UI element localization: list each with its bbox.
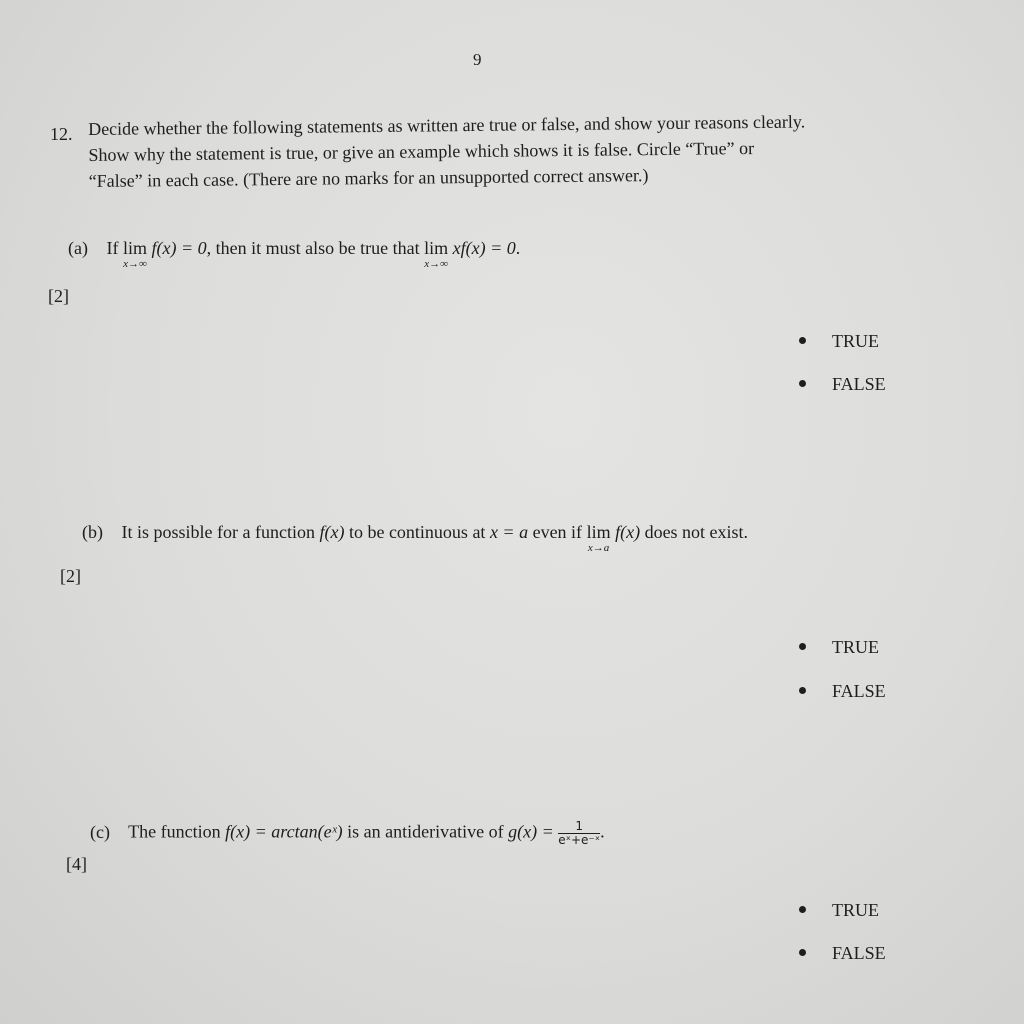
instruction-line: Show why the statement is true, or give an example which shows it is false. Circle “True” or	[88, 138, 755, 165]
math-expression: f(x)	[319, 522, 345, 542]
statement-text: , then it must also be true that	[206, 238, 420, 258]
part-a-marks: [2]	[48, 286, 69, 306]
math-expression: f(x) = arctan(eˣ)	[225, 821, 343, 842]
bullet-icon	[799, 643, 806, 650]
limit-operator: lim	[424, 238, 449, 258]
limit-operator: lim	[586, 522, 611, 542]
statement-end: .	[600, 821, 605, 842]
statement-text: to be continuous at	[348, 522, 486, 542]
option-label: TRUE	[832, 637, 879, 657]
statement-text: is an antiderivative of	[347, 821, 504, 842]
bullet-icon	[799, 906, 806, 913]
statement-text: It is possible for a function	[121, 522, 315, 542]
part-label: (c)	[90, 821, 110, 842]
math-expression: f(x)	[615, 522, 641, 542]
fraction	[558, 820, 600, 847]
math-expression: xf(x) = 0	[452, 238, 516, 258]
option-false[interactable]	[799, 374, 886, 395]
option-label: FALSE	[832, 681, 886, 701]
fraction-numerator: 1	[558, 820, 600, 834]
option-label: FALSE	[832, 374, 886, 394]
instruction-line: “False” in each case. (There are no marks for an unsupported correct answer.)	[88, 165, 649, 191]
part-label: (b)	[82, 522, 103, 542]
page-number: 9	[473, 50, 482, 69]
part-c-marks: [4]	[66, 854, 87, 874]
option-true[interactable]	[799, 637, 879, 658]
limit-expression	[586, 522, 611, 554]
part-b-marks: [2]	[60, 566, 81, 586]
statement-text: even if	[532, 522, 583, 542]
limit-subscript: x→a	[587, 542, 610, 554]
option-label: TRUE	[832, 900, 879, 920]
part-b-statement	[82, 522, 749, 554]
part-label: (a)	[68, 238, 88, 258]
limit-expression	[122, 238, 147, 270]
bullet-icon	[799, 949, 806, 956]
question-number: 12.	[50, 124, 73, 144]
bullet-icon	[799, 337, 806, 344]
math-expression: x = a	[489, 522, 529, 542]
bullet-icon	[799, 380, 806, 387]
statement-text: The function	[128, 821, 221, 842]
statement-end: .	[515, 238, 521, 258]
bullet-icon	[799, 687, 806, 694]
option-false[interactable]	[799, 943, 886, 964]
fraction-denominator: eˣ+e⁻ˣ	[558, 833, 601, 847]
limit-subscript: x→∞	[424, 258, 448, 270]
math-expression: f(x) = 0	[151, 238, 207, 258]
limit-operator: lim	[122, 238, 147, 258]
option-false[interactable]	[799, 681, 886, 702]
limit-expression	[424, 238, 449, 270]
part-a-statement	[68, 238, 521, 270]
limit-subscript: x→∞	[123, 258, 147, 270]
option-label: TRUE	[832, 331, 879, 351]
part-c-statement	[90, 820, 605, 847]
option-label: FALSE	[832, 943, 886, 963]
question-instructions	[88, 107, 929, 194]
option-true[interactable]	[799, 900, 879, 921]
option-true[interactable]	[799, 331, 879, 352]
statement-text: If	[106, 238, 119, 258]
math-expression: g(x) =	[508, 821, 554, 842]
statement-text: does not exist.	[644, 522, 749, 542]
instruction-line: Decide whether the following statements as written are true or false, and show your reasons clearly.	[88, 111, 806, 139]
